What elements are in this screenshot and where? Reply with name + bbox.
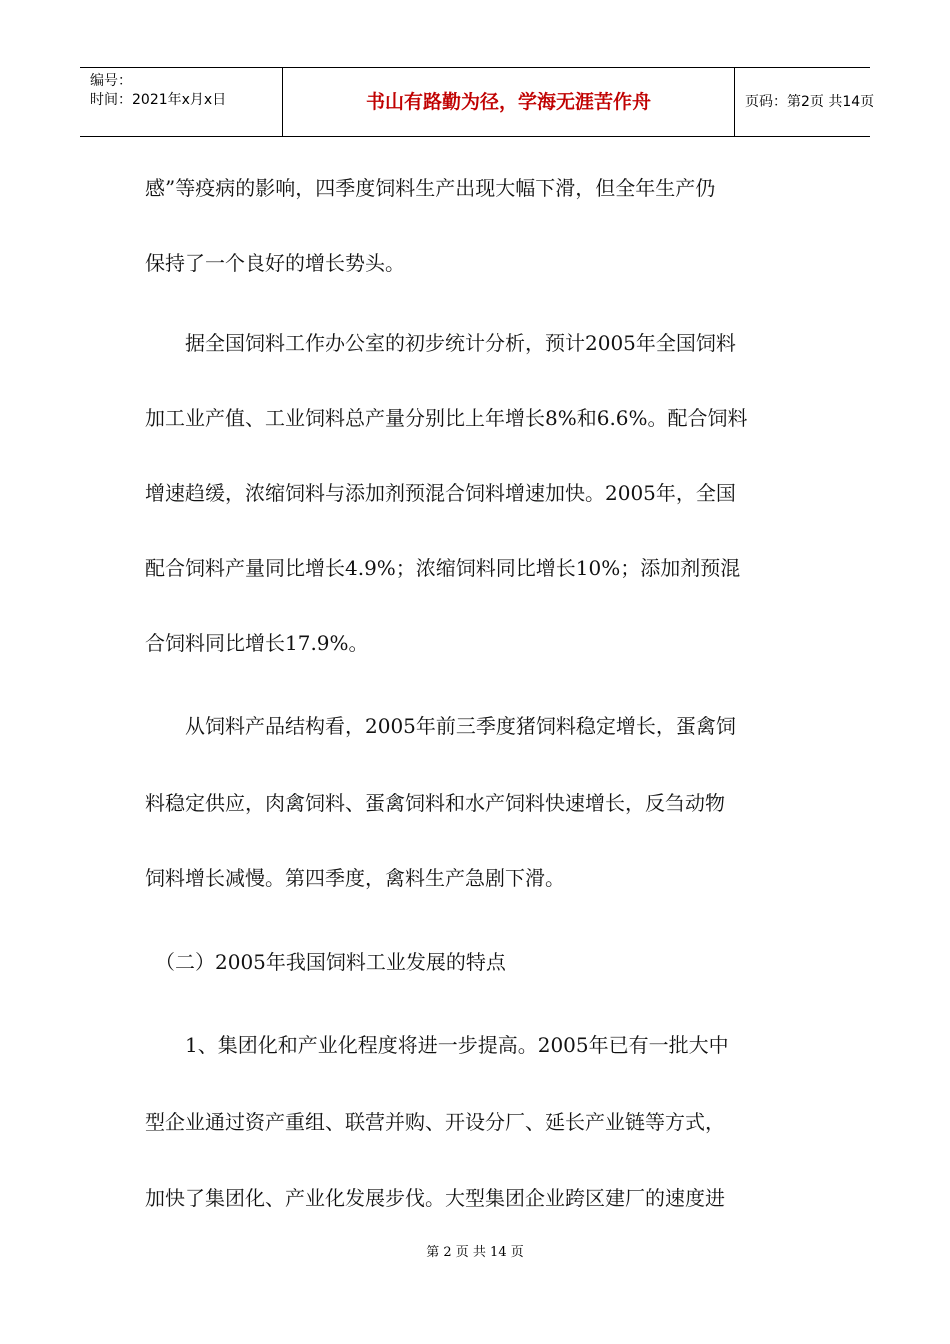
header-page-cell [735, 68, 875, 136]
footer-page-number: 第 2 页 共 14 页 [426, 1245, 524, 1260]
document-number-label: 编号： [90, 73, 132, 89]
header-meta-cell [80, 68, 283, 136]
text-line: 保持了一个良好的增长势头。 [145, 251, 405, 275]
text-line: 加快了集团化、产业化发展步伐。大型集团企业跨区建厂的速度进 [145, 1186, 725, 1210]
text-line: 感”等疫病的影响，四季度饲料生产出现大幅下滑，但全年生产仍 [145, 176, 716, 200]
section-heading: （二）2005年我国饲料工业发展的特点 [145, 950, 506, 974]
text-line: 料稳定供应，肉禽饲料、蛋禽饲料和水产饲料快速增长，反刍动物 [145, 791, 725, 815]
text-line: 合饲料同比增长17.9%。 [145, 631, 369, 655]
header-table [80, 67, 875, 137]
text-line: 加工业产值、工业饲料总产量分别比上年增长8%和6.6%。配合饲料 [145, 406, 748, 430]
text-line: 1、集团化和产业化程度将进一步提高。2005年已有一批大中 [145, 1033, 729, 1057]
header-page-number: 页码：第2页 共14页 [745, 94, 875, 110]
header-motto-cell [283, 68, 735, 136]
text-line: 据全国饲料工作办公室的初步统计分析，预计2005年全国饲料 [145, 331, 736, 355]
text-line: 配合饲料产量同比增长4.9%；浓缩饲料同比增长10%；添加剂预混 [145, 556, 741, 580]
text-line: 型企业通过资产重组、联营并购、开设分厂、延长产业链等方式， [145, 1110, 725, 1134]
text-line: 从饲料产品结构看，2005年前三季度猪饲料稳定增长，蛋禽饲 [145, 714, 736, 738]
document-time-label: 时间：2021年x月x日 [90, 92, 227, 108]
text-line: 饲料增长减慢。第四季度，禽料生产急剧下滑。 [145, 866, 565, 890]
header-motto: 书山有路勤为径，学海无涯苦作舟 [365, 91, 651, 113]
text-line: 增速趋缓，浓缩饲料与添加剂预混合饲料增速加快。2005年，全国 [145, 481, 736, 505]
